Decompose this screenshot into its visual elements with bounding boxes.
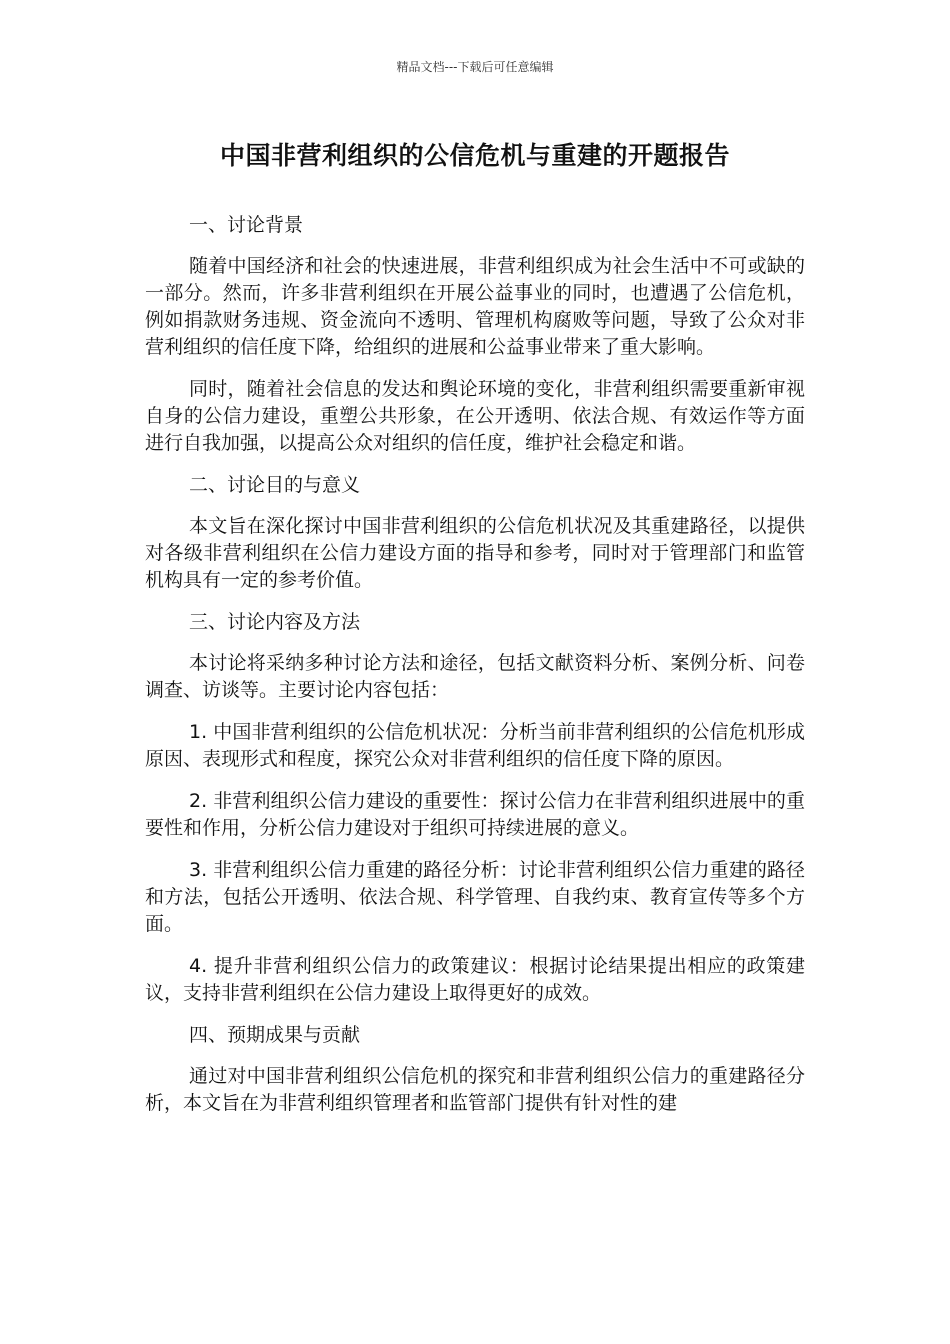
document-body — [145, 212, 805, 1132]
section-heading-purpose: 二、讨论目的与意义 — [189, 474, 361, 496]
section-heading-expected-results: 四、预期成果与贡献 — [189, 1024, 361, 1046]
list-item: 1. 中国非营利组织的公信危机状况：分析当前非营利组织的公信危机形成原因、表现形式和程度，探究公众对非营利组织的信任度下降的原因。 — [145, 721, 805, 770]
list-item: 4. 提升非营利组织公信力的政策建议：根据讨论结果提出相应的政策建议，支持非营利组织在公信力建设上取得更好的成效。 — [145, 955, 805, 1004]
paragraph: 本讨论将采纳多种讨论方法和途径，包括文献资料分析、案例分析、问卷调查、访谈等。主要讨论内容包括： — [145, 652, 805, 701]
page-header-note: 精品文档---下载后可任意编辑 — [396, 60, 554, 74]
paragraph: 随着中国经济和社会的快速进展，非营利组织成为社会生活中不可或缺的一部分。然而，许多非营利组织在开展公益事业的同时，也遭遇了公信危机，例如捐款财务违规、资金流向不透明、管理机构腐败等问题，导致了公众对非营利组织的信任度下降，给组织的进展和公益事业带来了重大影响。 — [145, 255, 805, 358]
section-heading-content-methods: 三、讨论内容及方法 — [189, 611, 361, 633]
section-heading-background: 一、讨论背景 — [189, 214, 304, 236]
paragraph: 本文旨在深化探讨中国非营利组织的公信危机状况及其重建路径，以提供对各级非营利组织在公信力建设方面的指导和参考，同时对于管理部门和监管机构具有一定的参考价值。 — [145, 515, 805, 591]
list-item: 2. 非营利组织公信力建设的重要性：探讨公信力在非营利组织进展中的重要性和作用，分析公信力建设对于组织可持续进展的意义。 — [145, 790, 805, 839]
paragraph: 同时，随着社会信息的发达和舆论环境的变化，非营利组织需要重新审视自身的公信力建设，重塑公共形象，在公开透明、依法合规、有效运作等方面进行自我加强，以提高公众对组织的信任度，维护社会稳定和谐。 — [145, 378, 805, 454]
paragraph: 通过对中国非营利组织公信危机的探究和非营利组织公信力的重建路径分析，本文旨在为非营利组织管理者和监管部门提供有针对性的建 — [145, 1065, 805, 1114]
list-item: 3. 非营利组织公信力重建的路径分析：讨论非营利组织公信力重建的路径和方法，包括公开透明、依法合规、科学管理、自我约束、教育宣传等多个方面。 — [145, 859, 805, 935]
document-title: 中国非营利组织的公信危机与重建的开题报告 — [219, 141, 730, 170]
